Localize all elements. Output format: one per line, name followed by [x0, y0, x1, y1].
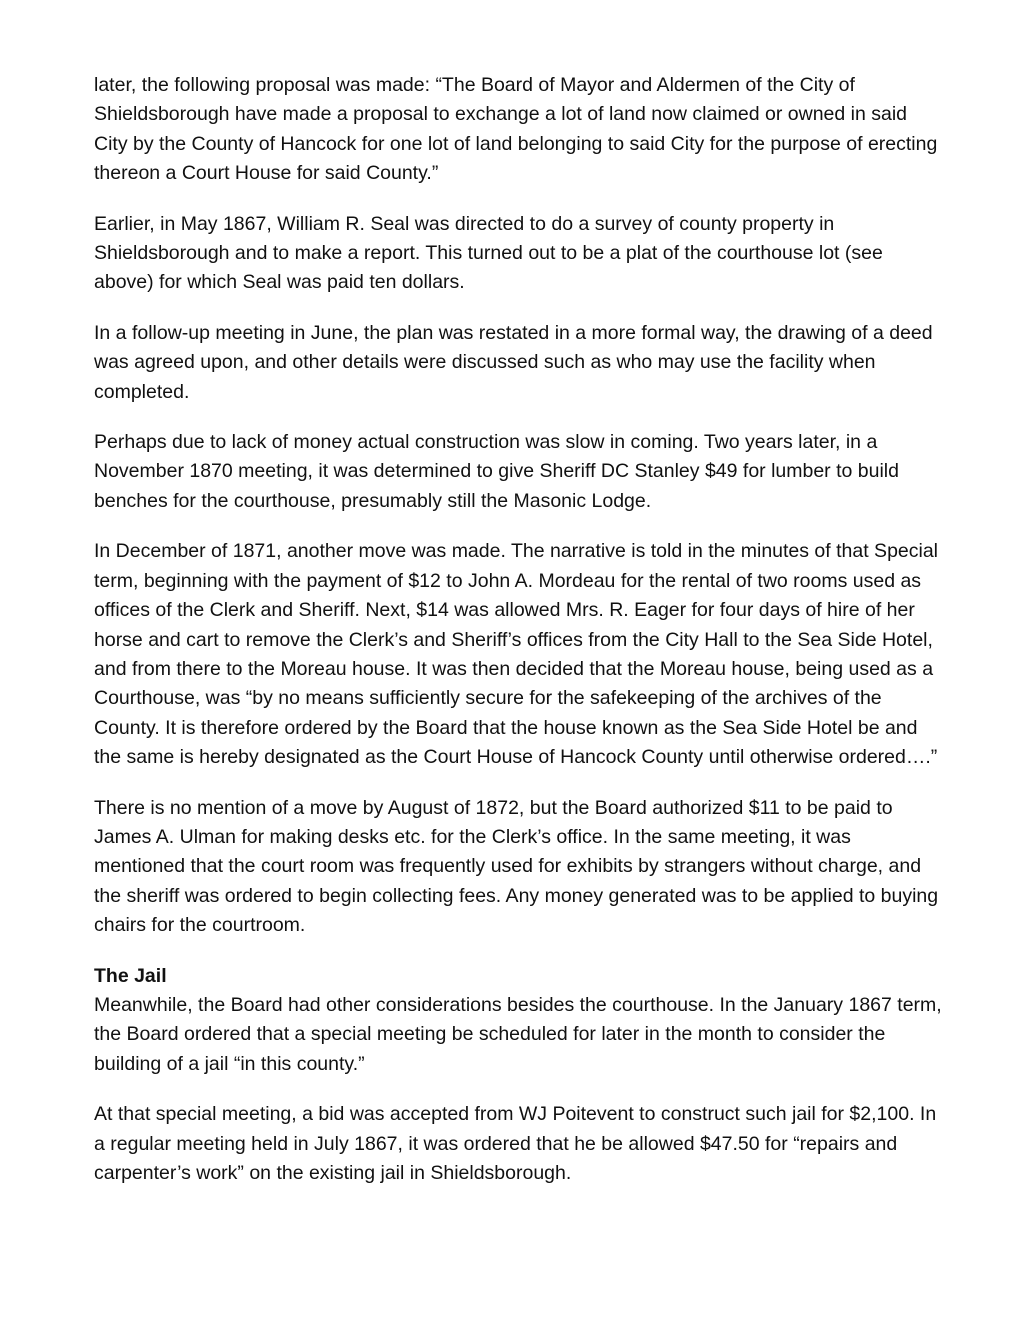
paragraph-jail-considerations: Meanwhile, the Board had other considerations besides the courthouse. In the January 1867 term, the Board ordered that a special meeting be scheduled for later in the month to consider the building of a jail “in this county.” — [94, 993, 942, 1075]
paragraph-december-1871-move: In December of 1871, another move was made. The narrative is told in the minutes of that Special term, beginning with the payment of $12 to John A. Mordeau for the rental of two rooms used as offices of the Clerk and Sheriff. Next, $14 was allowed Mrs. R. Eager for four days of hire of her horse and cart to remove the Clerk’s and Sheriff’s offices from the City Hall to the Sea Side Hotel, and from there to the Moreau house. It was then decided that the Moreau house, being used as a Courthouse, was “by no means sufficiently secure for the safekeeping of the archives of the County. It is therefore ordered by the Board that the house known as the Sea Side Hotel be and the same is hereby designated as the Court House of Hancock County until otherwise ordered….” — [94, 540, 939, 769]
paragraph-jail-bid: At that special meeting, a bid was accepted from WJ Poitevent to construct such jail for $2,100. In a regular meeting held in July 1867, it was ordered that he be allowed $47.50 for “repairs and carpenter’s work” on the existing jail in Shieldsborough. — [94, 1103, 937, 1184]
paragraph-construction-delay: Perhaps due to lack of money actual construction was slow in coming. Two years later, in a November 1870 meeting, it was determined to give Sheriff DC Stanley $49 for lumber to build benches for the courthouse, presumably still the Masonic Lodge. — [94, 431, 899, 512]
paragraph-august-1872: There is no mention of a move by August of 1872, but the Board authorized $11 to be paid to James A. Ulman for making desks etc. for the Clerk’s office. In the same meeting, it was mentioned that the court room was frequently used for exhibits by strangers without charge, and the sheriff was ordered to begin collecting fees. Any money generated was to be applied to buying chairs for the courtroom. — [94, 796, 939, 937]
paragraph-survey: Earlier, in May 1867, William R. Seal was directed to do a survey of county property in Shieldsborough and to make a report. This turned out to be a plat of the courthouse lot (see above) for which Seal was paid ten dollars. — [94, 212, 883, 294]
paragraph-proposal: later, the following proposal was made: “The Board of Mayor and Aldermen of the City of Shieldsborough have made a proposal to exchange a lot of land now claimed or owned in said City by the County of Hancock for one lot of land belonging to said City for the purpose of erecting thereon a Court House for said County.” — [94, 74, 938, 185]
section-heading-jail: The Jail — [94, 964, 167, 987]
document-page — [94, 71, 944, 1209]
paragraph-follow-up-meeting: In a follow-up meeting in June, the plan was restated in a more formal way, the drawing of a deed was agreed upon, and other details were discussed such as who may use the facility when completed. — [94, 321, 933, 403]
